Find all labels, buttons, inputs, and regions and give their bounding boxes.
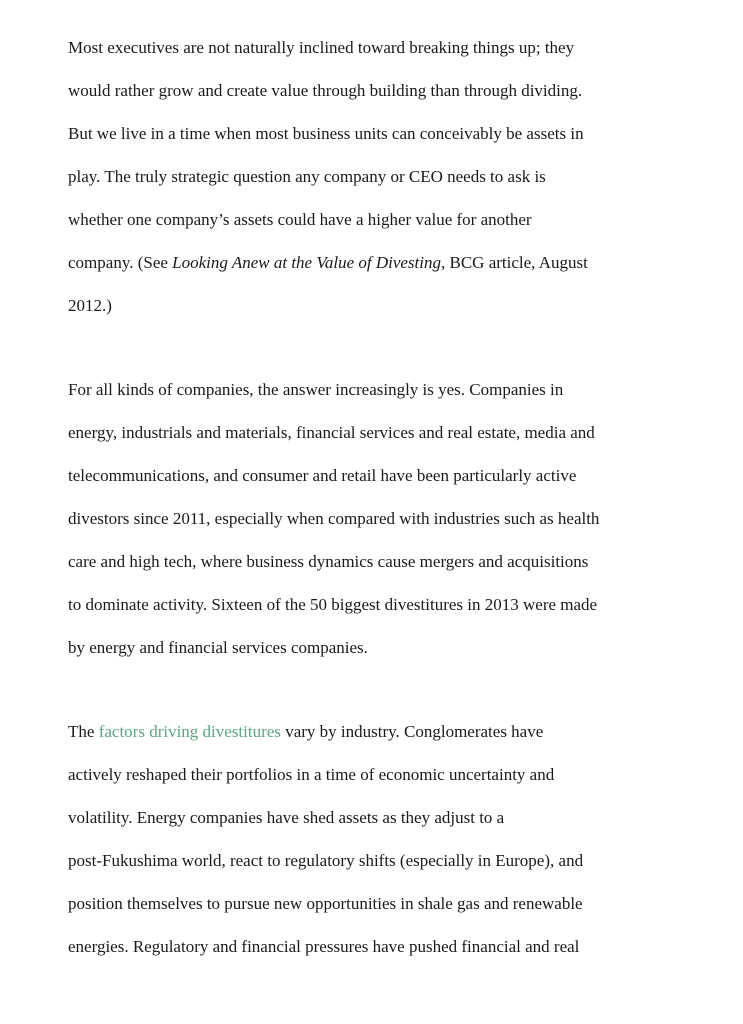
paragraph-1-line-3: But we live in a time when most business units can conceivably be assets in — [68, 124, 584, 143]
citation-title: Looking Anew at the Value of Divesting, — [172, 253, 446, 272]
paragraph-2-line-7: by energy and financial services companies. — [68, 638, 368, 657]
paragraph-2-line-5: care and high tech, where business dynamics cause mergers and acquisitions — [68, 552, 589, 571]
paragraph-1-line-2: would rather grow and create value through building than through dividing. — [68, 81, 583, 100]
paragraph-3-line-6: energies. Regulatory and financial pressures have pushed financial and real — [68, 937, 580, 956]
paragraph-1-line-7: 2012.) — [68, 296, 112, 315]
paragraph-1-line-6 — [68, 253, 588, 273]
paragraph-2-line-3: telecommunications, and consumer and retail have been particularly active — [68, 466, 577, 485]
paragraph-3-line-5: position themselves to pursue new opportunities in shale gas and renewable — [68, 894, 583, 913]
paragraph-1-line-5: whether one company’s assets could have a higher value for another — [68, 210, 532, 229]
citation-prefix: company. (See — [68, 253, 173, 272]
factors-driving-divestitures-link[interactable]: factors driving divestitures — [98, 722, 281, 741]
paragraph-2-line-6: to dominate activity. Sixteen of the 50 biggest divestitures in 2013 were made — [68, 595, 598, 614]
paragraph-2-line-2: energy, industrials and materials, financial services and real estate, media and — [68, 423, 595, 442]
paragraph-1-line-4: play. The truly strategic question any company or CEO needs to ask is — [68, 167, 546, 186]
paragraph-3-suffix: vary by industry. Conglomerates have — [280, 722, 544, 741]
paragraph-3-prefix: The — [68, 722, 99, 741]
paragraph-1-line-1: Most executives are not naturally inclined toward breaking things up; they — [68, 38, 575, 57]
paragraph-3-line-1 — [68, 722, 543, 742]
paragraph-3-line-4: post-Fukushima world, react to regulatory shifts (especially in Europe), and — [68, 851, 584, 870]
paragraph-3-line-3: volatility. Energy companies have shed assets as they adjust to a — [68, 808, 505, 827]
paragraph-2-line-1: For all kinds of companies, the answer increasingly is yes. Companies in — [68, 380, 564, 399]
paragraph-2-line-4: divestors since 2011, especially when compared with industries such as health — [68, 509, 600, 528]
paragraph-3-line-2: actively reshaped their portfolios in a time of economic uncertainty and — [68, 765, 555, 784]
citation-suffix: BCG article, August — [445, 253, 588, 272]
